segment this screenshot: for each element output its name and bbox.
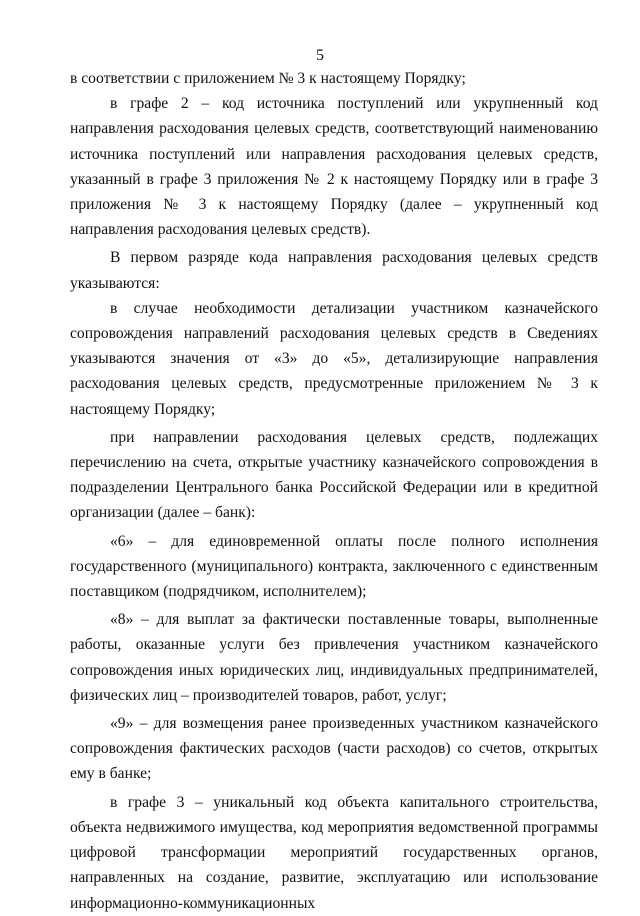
paragraph: «9» – для возмещения ранее произведенных участником казначейского сопровождения фактических расходов (части расходов) со счетов, открытых ему в банке; xyxy=(70,715,598,783)
paragraph: В первом разряде кода направления расходования целевых средств указываются: xyxy=(70,249,598,292)
document-body xyxy=(70,66,598,916)
paragraph: в соответствии с приложением № 3 к настоящему Порядку; xyxy=(70,70,466,87)
paragraph: «8» – для выплат за фактически поставленные товары, выполненные работы, оказанные услуги без привлечения участником казначейского сопровождения иных юридических лиц, индивидуальных предпринимателей, физических лиц – производителей товаров, работ, услуг; xyxy=(70,611,598,704)
paragraph: при направлении расходования целевых средств, подлежащих перечислению на счета, открытые участнику казначейского сопровождения в подразделении Центрального банка Российской Федерации или в кредитной организации (далее – банк): xyxy=(70,428,598,522)
paragraph: в графе 2 – код источника поступлений или укрупненный код направления расходования целевых средств, соответствующий наименованию источника поступлений или направления расходования целевых средств, указанный в графе 3 приложения № 2 к настоящему Порядку или в графе 3 приложения № 3 к настоящему Порядку (далее – укрупненный код направления расходования целевых средств). xyxy=(70,95,598,239)
paragraph: «6» – для единовременной оплаты после полного исполнения государственного (муниципального) контракта, заключенного с единственным поставщиком (подрядчиком, исполнителем); xyxy=(70,532,598,601)
page-number: 5 xyxy=(316,47,324,64)
paragraph: в графе 3 – уникальный код объекта капитального строительства, объекта недвижимого имущества, код мероприятия ведомственной программы цифровой трансформации мероприятий государственных органов, направленных на создание, развитие, эксплуатацию или использование информационно-коммуникационных xyxy=(70,793,598,912)
paragraph: в случае необходимости детализации участником казначейского сопровождения направлений расходования целевых средств в Сведениях указываются значения от «3» до «5», детализирующие направления расходования целевых средств, предусмотренные приложением № 3 к настоящему Порядку; xyxy=(70,299,598,418)
